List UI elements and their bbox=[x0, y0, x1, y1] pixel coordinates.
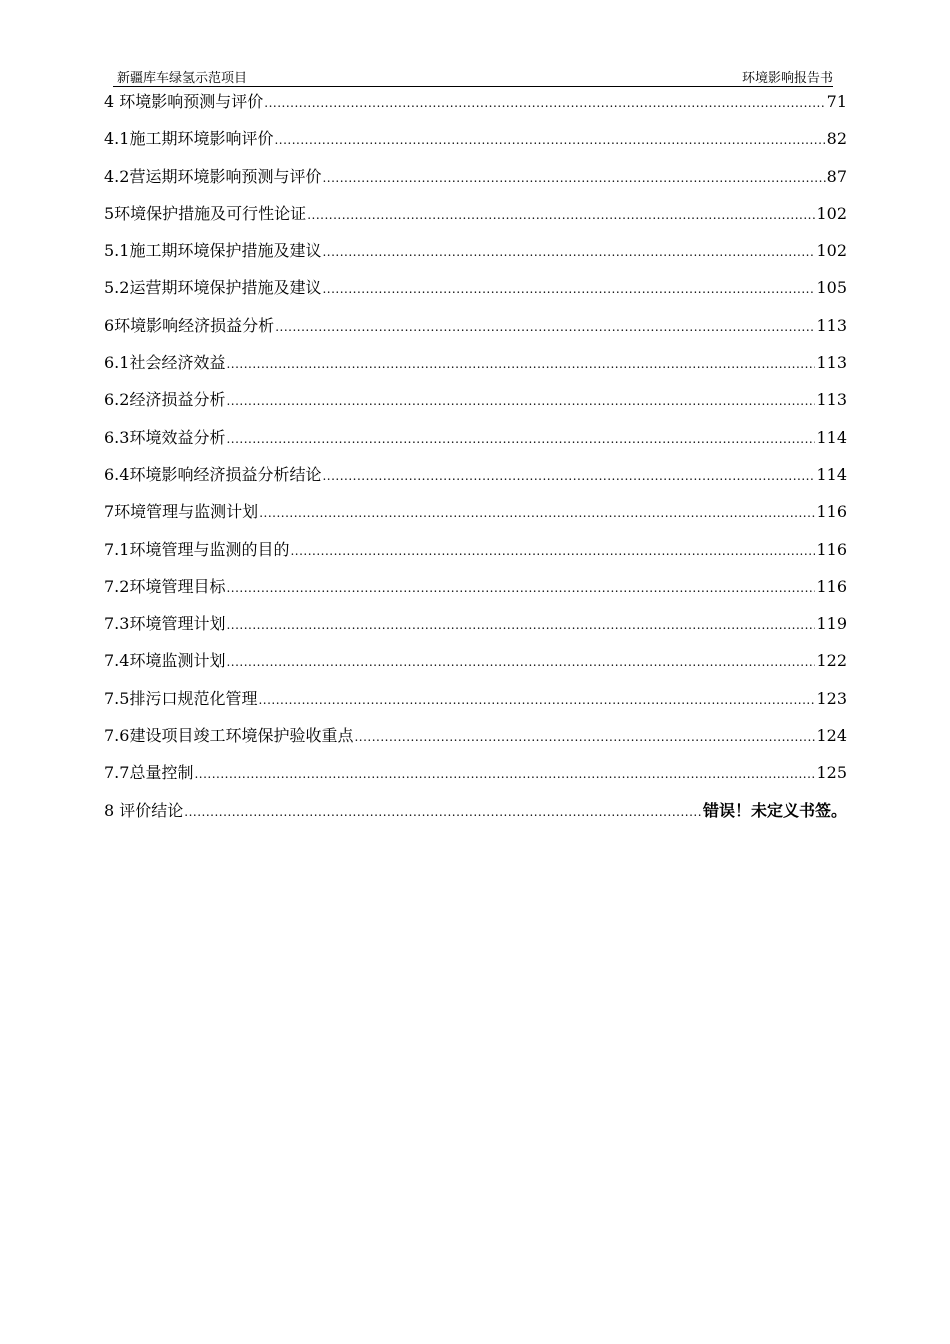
toc-entry-page: 102 bbox=[816, 203, 847, 223]
toc-dot-leader bbox=[274, 122, 825, 159]
toc-entry-page: 71 bbox=[826, 92, 847, 111]
toc-entry-page: 113 bbox=[816, 315, 847, 335]
toc-entry[interactable] bbox=[104, 232, 847, 269]
toc-entry[interactable] bbox=[104, 680, 847, 717]
toc-entry-title: 5.1施工期环境保护措施及建议 bbox=[104, 241, 322, 261]
toc-entry-title: 7.3环境管理计划 bbox=[104, 614, 226, 634]
toc-dot-leader bbox=[307, 197, 815, 234]
toc-entry[interactable] bbox=[104, 269, 847, 306]
toc-dot-leader bbox=[259, 495, 815, 532]
toc-entry-page: 125 bbox=[816, 763, 847, 783]
toc-entry[interactable] bbox=[104, 419, 847, 456]
toc-entry[interactable] bbox=[104, 754, 847, 791]
toc-entry-title: 6.4环境影响经济损益分析结论 bbox=[104, 464, 322, 484]
toc-entry-title: 7.7总量控制 bbox=[104, 763, 194, 783]
toc-entry[interactable] bbox=[104, 605, 847, 642]
toc-dot-leader bbox=[322, 160, 825, 197]
toc-entry-page: 119 bbox=[816, 614, 847, 634]
toc-dot-leader bbox=[226, 644, 815, 681]
toc-entry-title: 6.2经济损益分析 bbox=[104, 390, 226, 410]
toc-entry-page: 82 bbox=[826, 129, 847, 149]
toc-entry-title: 7环境管理与监测计划 bbox=[104, 502, 259, 522]
toc-entry-page: 116 bbox=[816, 502, 847, 522]
toc-dot-leader bbox=[354, 719, 815, 756]
toc-entry-page: 102 bbox=[816, 241, 847, 261]
toc-entry-title: 6.3环境效益分析 bbox=[104, 427, 226, 447]
toc-entry[interactable] bbox=[104, 307, 847, 344]
toc-entry-title: 7.1环境管理与监测的目的 bbox=[104, 539, 290, 559]
toc-entry-page: 123 bbox=[816, 688, 847, 708]
toc-entry-page: 113 bbox=[816, 390, 847, 410]
toc-entry[interactable] bbox=[104, 344, 847, 381]
toc-dot-leader bbox=[322, 458, 815, 495]
toc-dot-leader bbox=[258, 682, 815, 719]
toc-entry-title: 4 环境影响预测与评价 bbox=[104, 92, 264, 111]
toc-entry[interactable] bbox=[104, 493, 847, 530]
toc-entry-title: 6环境影响经济损益分析 bbox=[104, 315, 275, 335]
toc-entry[interactable] bbox=[104, 642, 847, 679]
toc-entry[interactable] bbox=[104, 531, 847, 568]
toc-entry-page: 124 bbox=[816, 726, 847, 746]
toc-entry[interactable] bbox=[104, 717, 847, 754]
toc-entry-title: 7.5排污口规范化管理 bbox=[104, 688, 258, 708]
table-of-contents bbox=[104, 83, 847, 829]
toc-dot-leader bbox=[275, 309, 815, 346]
toc-entry-title: 7.4环境监测计划 bbox=[104, 651, 226, 671]
toc-entry-title: 4.1施工期环境影响评价 bbox=[104, 129, 274, 149]
toc-dot-leader bbox=[184, 794, 702, 831]
toc-entry-page: 113 bbox=[816, 353, 847, 373]
toc-dot-leader bbox=[194, 756, 815, 793]
toc-entry[interactable] bbox=[104, 120, 847, 157]
toc-entry[interactable] bbox=[104, 568, 847, 605]
toc-entry-page: 114 bbox=[816, 427, 847, 447]
toc-entry[interactable] bbox=[104, 158, 847, 195]
toc-entry-title: 7.6建设项目竣工环境保护验收重点 bbox=[104, 726, 354, 746]
toc-dot-leader bbox=[226, 570, 815, 607]
toc-entry-page: 87 bbox=[826, 166, 847, 186]
toc-dot-leader bbox=[226, 346, 815, 383]
toc-entry-title: 4.2营运期环境影响预测与评价 bbox=[104, 166, 322, 186]
toc-entry-page: 122 bbox=[816, 651, 847, 671]
toc-dot-leader bbox=[290, 533, 815, 570]
toc-entry-page: 114 bbox=[816, 464, 847, 484]
toc-entry[interactable] bbox=[104, 381, 847, 418]
toc-entry-title: 6.1社会经济效益 bbox=[104, 353, 226, 373]
toc-dot-leader bbox=[264, 85, 825, 122]
toc-dot-leader bbox=[226, 383, 815, 420]
toc-entry-title: 5环境保护措施及可行性论证 bbox=[104, 203, 307, 223]
toc-entry-page: 错误！未定义书签。 bbox=[702, 800, 847, 820]
toc-entry-title: 7.2环境管理目标 bbox=[104, 576, 226, 596]
toc-dot-leader bbox=[322, 271, 815, 308]
toc-dot-leader bbox=[226, 607, 815, 644]
toc-entry-page: 116 bbox=[816, 576, 847, 596]
header-project-name: 新疆库车绿氢示范项目 bbox=[117, 71, 248, 86]
header-document-type: 环境影响报告书 bbox=[741, 71, 833, 86]
toc-entry-page: 116 bbox=[816, 539, 847, 559]
toc-entry[interactable] bbox=[104, 456, 847, 493]
toc-dot-leader bbox=[226, 421, 815, 458]
toc-entry[interactable] bbox=[104, 792, 847, 829]
toc-entry[interactable] bbox=[104, 195, 847, 232]
toc-dot-leader bbox=[322, 234, 815, 271]
toc-entry[interactable] bbox=[104, 83, 847, 120]
toc-entry-title: 8 评价结论 bbox=[104, 800, 184, 820]
toc-entry-title: 5.2运营期环境保护措施及建议 bbox=[104, 278, 322, 298]
toc-entry-page: 105 bbox=[816, 278, 847, 298]
